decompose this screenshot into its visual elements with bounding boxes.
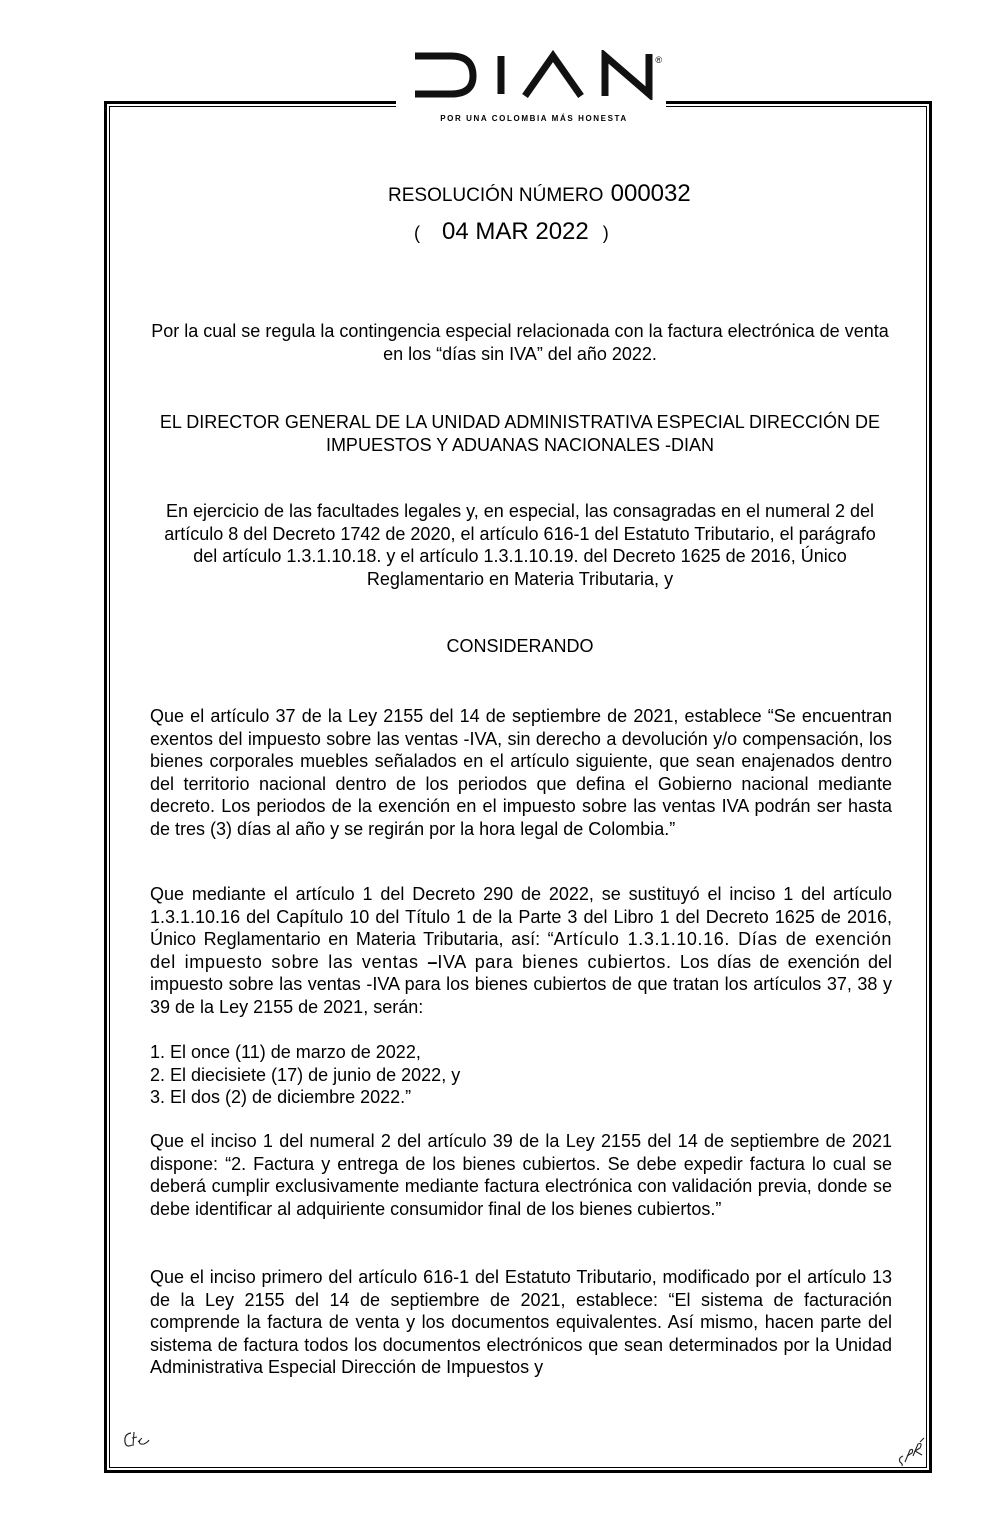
resolution-date-line bbox=[414, 218, 609, 246]
exemption-days-list bbox=[150, 1041, 892, 1109]
dian-logo-wordmark bbox=[409, 50, 659, 100]
paragraph-2 bbox=[150, 883, 892, 1018]
paragraph-2-article-title-end: IVA para bienes cubiertos. bbox=[437, 951, 672, 972]
paragraph-4: Que el inciso primero del artículo 616-1 del Estatuto Tributario, modificado por el artículo 13 de la Ley 2155 del 14 de septiembre de 2021, establece: “El sistema de facturación comprende la factura de venta y los documentos equivalentes. Así mismo, hacen parte del sistema de factura todos los documentos electrónicos que sean determinados por la Unidad Administrativa Especial Dirección de Impuestos y bbox=[150, 1267, 892, 1377]
list-item: 3. El dos (2) de diciembre 2022.” bbox=[150, 1087, 412, 1107]
dian-logo bbox=[404, 50, 664, 130]
resolution-date: 04 MAR 2022 bbox=[442, 218, 589, 245]
preamble: En ejercicio de las facultades legales y, en especial, las consagradas en el numeral 2 del artículo 8 del Decreto 1742 de 2020, el artículo 616-1 del Estatuto Tributario, el parágrafo del artículo 1.3.1.10.18. y el artículo 1.3.1.10.19. del Decreto 1625 de 2016, Único Reglamentario en Materia Tributaria, y bbox=[164, 501, 876, 589]
paragraph-2-intro: Que mediante el artículo 1 del Decreto 290 de 2022, se sustituyó el inciso 1 del artículo 1.3.1.10.16 del Capítulo 10 del Título 1 de la Parte 3 del Libro 1 del Decreto 1625 de 2016, Único Reglamentario en Materia Tributaria, así: “ bbox=[150, 884, 892, 949]
paragraph-2-article-title: Artículo 1.3.1.10.16. Días de exención del impuesto sobre las ventas bbox=[150, 929, 892, 972]
issuing-authority: EL DIRECTOR GENERAL DE LA UNIDAD ADMINISTRATIVA ESPECIAL DIRECCIÓN DE IMPUESTOS Y ADUANAS NACIONALES -DIAN bbox=[159, 412, 881, 455]
date-open-paren: ( bbox=[414, 223, 420, 243]
resolution-number-line bbox=[388, 180, 691, 208]
resolution-number: 000032 bbox=[610, 180, 691, 207]
paragraph-1: Que el artículo 37 de la Ley 2155 del 14 de septiembre de 2021, establece “Se encuentran exentos del impuesto sobre las ventas -IVA, sin derecho a devolución y/o compensación, los bienes corporales muebles señalados en el artículo siguiente, que sean enajenados dentro del territorio nacional dentro de los periodos que defina el Gobierno nacional mediante decreto. Los periodos de la exención en el impuesto sobre las ventas IVA podrán ser hasta de tres (3) días al año y se regirán por la hora legal de Colombia.” bbox=[150, 706, 892, 839]
resolution-label: RESOLUCIÓN NÚMERO bbox=[388, 185, 604, 206]
list-item: 2. El diecisiete (17) de junio de 2022, y bbox=[150, 1064, 461, 1085]
resolution-subject: Por la cual se regula la contingencia especial relacionada con la factura electrónica de venta en los “días sin IVA” del año 2022. bbox=[151, 321, 889, 364]
paragraph-2-body: Los días de exención del impuesto sobre las ventas -IVA para los bienes cubiertos de que tratan los artículos 37, 38 y 39 de la Ley 2155 de 2021, serán: bbox=[150, 951, 892, 1017]
list-item: 1. El once (11) de marzo de 2022, bbox=[150, 1042, 421, 1062]
initials-right-signature bbox=[894, 1434, 928, 1473]
logo-tagline: POR UNA COLOMBIA MÁS HONESTA bbox=[440, 114, 628, 123]
initials-left-signature bbox=[122, 1428, 152, 1457]
registered-mark: ® bbox=[655, 55, 662, 65]
considerando-heading: CONSIDERANDO bbox=[446, 636, 594, 656]
paragraph-2-dash: – bbox=[427, 951, 438, 972]
paragraph-3: Que el inciso 1 del numeral 2 del artículo 39 de la Ley 2155 del 14 de septiembre de 2021 dispone: “2. Factura y entrega de los bienes cubiertos. Se debe expedir factura lo cual se deberá cumplir exclusivamente mediante factura electrónica con validación previa, donde se debe identificar al adquiriente consumidor final de los bienes cubiertos.” bbox=[150, 1131, 892, 1219]
date-close-paren: ) bbox=[602, 223, 609, 243]
